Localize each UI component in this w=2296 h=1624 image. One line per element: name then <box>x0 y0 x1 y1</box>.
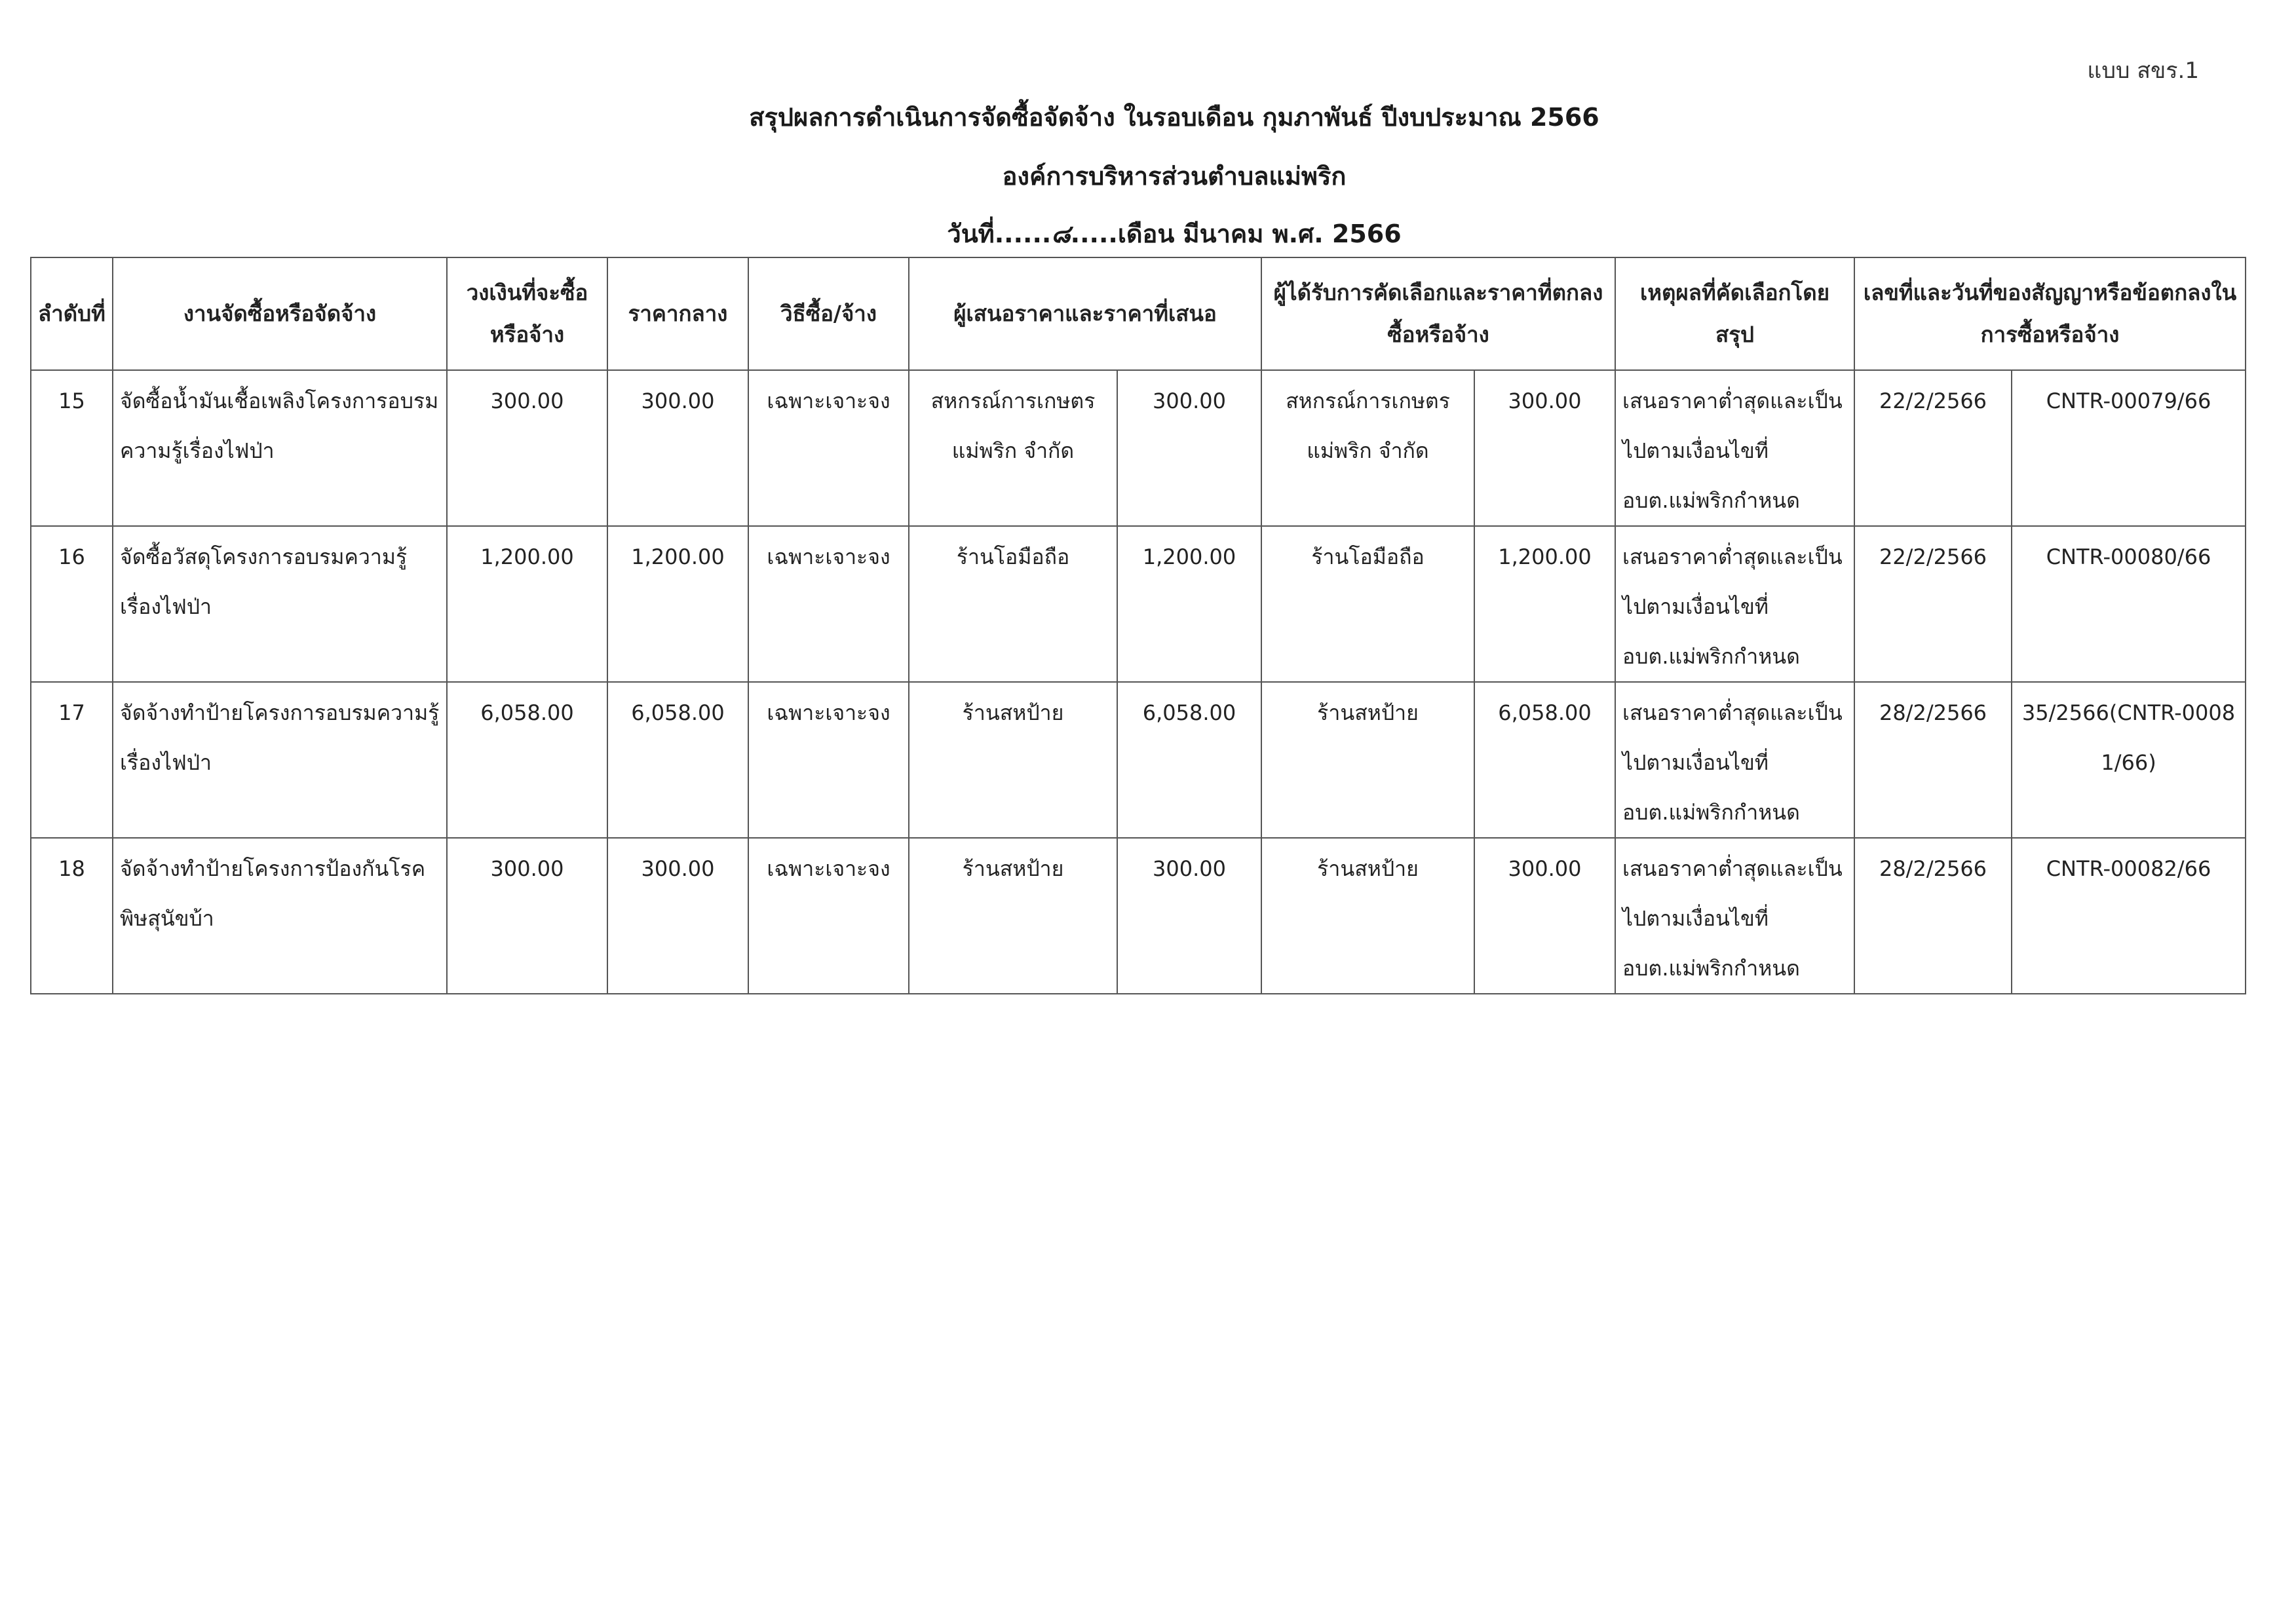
cell-winner-price: 1,200.00 <box>1474 526 1615 682</box>
cell-budget: 300.00 <box>447 370 607 526</box>
cell-bidder-name: ร้านสหป้าย <box>909 682 1117 838</box>
cell-method: เฉพาะเจาะจง <box>748 838 909 994</box>
cell-item: จัดจ้างทำป้ายโครงการป้องกันโรคพิษสุนัขบ้า <box>113 838 447 994</box>
cell-contract-date: 22/2/2566 <box>1854 370 2012 526</box>
cell-item: จัดจ้างทำป้ายโครงการอบรมความรู้เรื่องไฟป่า <box>113 682 447 838</box>
cell-bidder-price: 1,200.00 <box>1117 526 1261 682</box>
header-bidders: ผู้เสนอราคาและราคาที่เสนอ <box>909 257 1261 370</box>
cell-median: 6,058.00 <box>607 682 748 838</box>
header-seq: ลำดับที่ <box>31 257 113 370</box>
header-contract: เลขที่และวันที่ของสัญญาหรือข้อตกลงในการซื้อหรือจ้าง <box>1854 257 2246 370</box>
cell-reason: เสนอราคาต่ำสุดและเป็นไปตามเงื่อนไขที่อบต.แม่พริกกำหนด <box>1615 838 1854 994</box>
cell-contract-date: 22/2/2566 <box>1854 526 2012 682</box>
header-item: งานจัดซื้อหรือจัดจ้าง <box>113 257 447 370</box>
cell-winner-name: ร้านโอมือถือ <box>1261 526 1474 682</box>
organization-name: องค์การบริหารส่วนตำบลแม่พริก <box>1002 162 1347 191</box>
table-row <box>31 526 2246 682</box>
date-prefix: วันที่...... <box>947 219 1052 248</box>
date-line <box>26 214 2296 254</box>
cell-item: จัดซื้อวัสดุโครงการอบรมความรู้เรื่องไฟป่า <box>113 526 447 682</box>
cell-seq: 16 <box>31 526 113 682</box>
cell-bidder-name: ร้านโอมือถือ <box>909 526 1117 682</box>
table-header-row <box>31 257 2246 370</box>
table-row <box>31 682 2246 838</box>
cell-winner-name: ร้านสหป้าย <box>1261 682 1474 838</box>
cell-budget: 6,058.00 <box>447 682 607 838</box>
cell-bidder-name: สหกรณ์การเกษตรแม่พริก จำกัด <box>909 370 1117 526</box>
cell-budget: 1,200.00 <box>447 526 607 682</box>
cell-contract-no: CNTR-00082/66 <box>2012 838 2246 994</box>
cell-bidder-name: ร้านสหป้าย <box>909 838 1117 994</box>
cell-contract-date: 28/2/2566 <box>1854 682 2012 838</box>
cell-winner-price: 300.00 <box>1474 370 1615 526</box>
cell-contract-no: CNTR-00080/66 <box>2012 526 2246 682</box>
header-reason: เหตุผลที่คัดเลือกโดยสรุป <box>1615 257 1854 370</box>
cell-median: 300.00 <box>607 370 748 526</box>
cell-seq: 15 <box>31 370 113 526</box>
cell-method: เฉพาะเจาะจง <box>748 526 909 682</box>
cell-contract-date: 28/2/2566 <box>1854 838 2012 994</box>
cell-winner-price: 300.00 <box>1474 838 1615 994</box>
form-code: แบบ สขร.1 <box>2087 58 2199 84</box>
cell-bidder-price: 6,058.00 <box>1117 682 1261 838</box>
header-winner: ผู้ได้รับการคัดเลือกและราคาที่ตกลงซื้อหรือจ้าง <box>1261 257 1615 370</box>
cell-winner-price: 6,058.00 <box>1474 682 1615 838</box>
document-title: สรุปผลการดำเนินการจัดซื้อจัดจ้าง ในรอบเดือน กุมภาพันธ์ ปีงบประมาณ 2566 <box>749 103 1599 132</box>
cell-median: 1,200.00 <box>607 526 748 682</box>
cell-reason: เสนอราคาต่ำสุดและเป็นไปตามเงื่อนไขที่อบต.แม่พริกกำหนด <box>1615 370 1854 526</box>
date-suffix: .....เดือน มีนาคม พ.ศ. 2566 <box>1070 219 1402 248</box>
cell-reason: เสนอราคาต่ำสุดและเป็นไปตามเงื่อนไขที่อบต.แม่พริกกำหนด <box>1615 526 1854 682</box>
cell-contract-no: 35/2566(CNTR-00081/66) <box>2012 682 2246 838</box>
cell-item: จัดซื้อน้ำมันเชื้อเพลิงโครงการอบรมความรู้เรื่องไฟป่า <box>113 370 447 526</box>
cell-seq: 17 <box>31 682 113 838</box>
header-budget: วงเงินที่จะซื้อหรือจ้าง <box>447 257 607 370</box>
cell-method: เฉพาะเจาะจง <box>748 370 909 526</box>
cell-method: เฉพาะเจาะจง <box>748 682 909 838</box>
table-row <box>31 838 2246 994</box>
cell-winner-name: สหกรณ์การเกษตรแม่พริก จำกัด <box>1261 370 1474 526</box>
cell-seq: 18 <box>31 838 113 994</box>
cell-bidder-price: 300.00 <box>1117 838 1261 994</box>
cell-reason: เสนอราคาต่ำสุดและเป็นไปตามเงื่อนไขที่อบต.แม่พริกกำหนด <box>1615 682 1854 838</box>
cell-winner-name: ร้านสหป้าย <box>1261 838 1474 994</box>
cell-bidder-price: 300.00 <box>1117 370 1261 526</box>
cell-contract-no: CNTR-00079/66 <box>2012 370 2246 526</box>
table-row <box>31 370 2246 526</box>
header-method: วิธีซื้อ/จ้าง <box>748 257 909 370</box>
handwritten-day: ๘ <box>1051 219 1071 248</box>
cell-budget: 300.00 <box>447 838 607 994</box>
header-median: ราคากลาง <box>607 257 748 370</box>
procurement-table <box>30 257 2246 994</box>
cell-median: 300.00 <box>607 838 748 994</box>
